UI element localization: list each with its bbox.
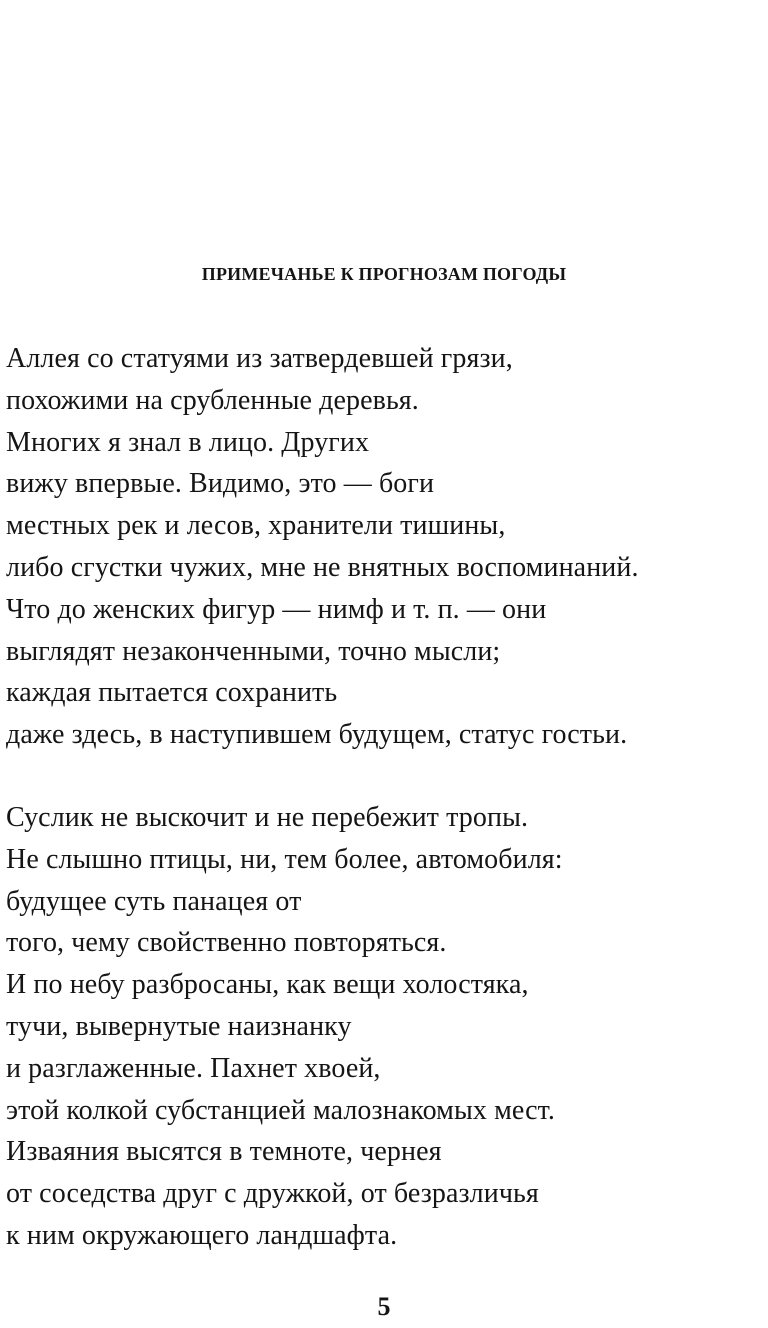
poem-line: вижу впервые. Видимо, это — боги bbox=[6, 468, 435, 500]
poem-line: похожими на срубленные деревья. bbox=[6, 384, 419, 416]
poem-title: ПРИМЕЧАНЬЕ К ПРОГНОЗАМ ПОГОДЫ bbox=[201, 264, 567, 284]
poem-line: тучи, вывернутые наизнанку bbox=[6, 1010, 352, 1042]
poem-line: Суслик не выскочит и не перебежит тропы. bbox=[6, 802, 529, 833]
poem-line: к ним окружающего ландшафта. bbox=[6, 1219, 398, 1251]
poem-line: Что до женских фигур — нимф и т. п. — они bbox=[6, 593, 547, 625]
poem-line: либо сгустки чужих, мне не внятных воспоминаний. bbox=[6, 551, 639, 583]
page-number: 5 bbox=[377, 1292, 391, 1321]
stanza-2 bbox=[6, 797, 563, 1257]
stanza-1 bbox=[6, 338, 639, 756]
poem-line: Аллея со статуями из затвердевшей грязи, bbox=[6, 343, 513, 374]
poem-line: Не слышно птицы, ни, тем более, автомобиля: bbox=[6, 843, 563, 875]
poem-line: Многих я знал в лицо. Других bbox=[6, 426, 370, 458]
poem-line: даже здесь, в наступившем будущем, статус гостьи. bbox=[6, 719, 628, 751]
poem-line: выглядят незаконченными, точно мысли; bbox=[6, 635, 501, 667]
poem-line: Изваяния высятся в темноте, чернея bbox=[6, 1136, 442, 1168]
poem-line: местных рек и лесов, хранители тишины, bbox=[6, 510, 506, 542]
poem-line: того, чему свойственно повторяться. bbox=[6, 927, 447, 959]
poem-line: от соседства друг с дружкой, от безразличья bbox=[6, 1178, 539, 1210]
poem-line: этой колкой субстанцией малознакомых мест. bbox=[6, 1094, 555, 1126]
poem-line: и разглаженные. Пахнет хвоей, bbox=[6, 1052, 381, 1084]
poem-line: И по небу разбросаны, как вещи холостяка, bbox=[6, 969, 529, 1001]
poem-line: будущее суть панацея от bbox=[6, 885, 302, 917]
poem-line: каждая пытается сохранить bbox=[6, 677, 338, 709]
